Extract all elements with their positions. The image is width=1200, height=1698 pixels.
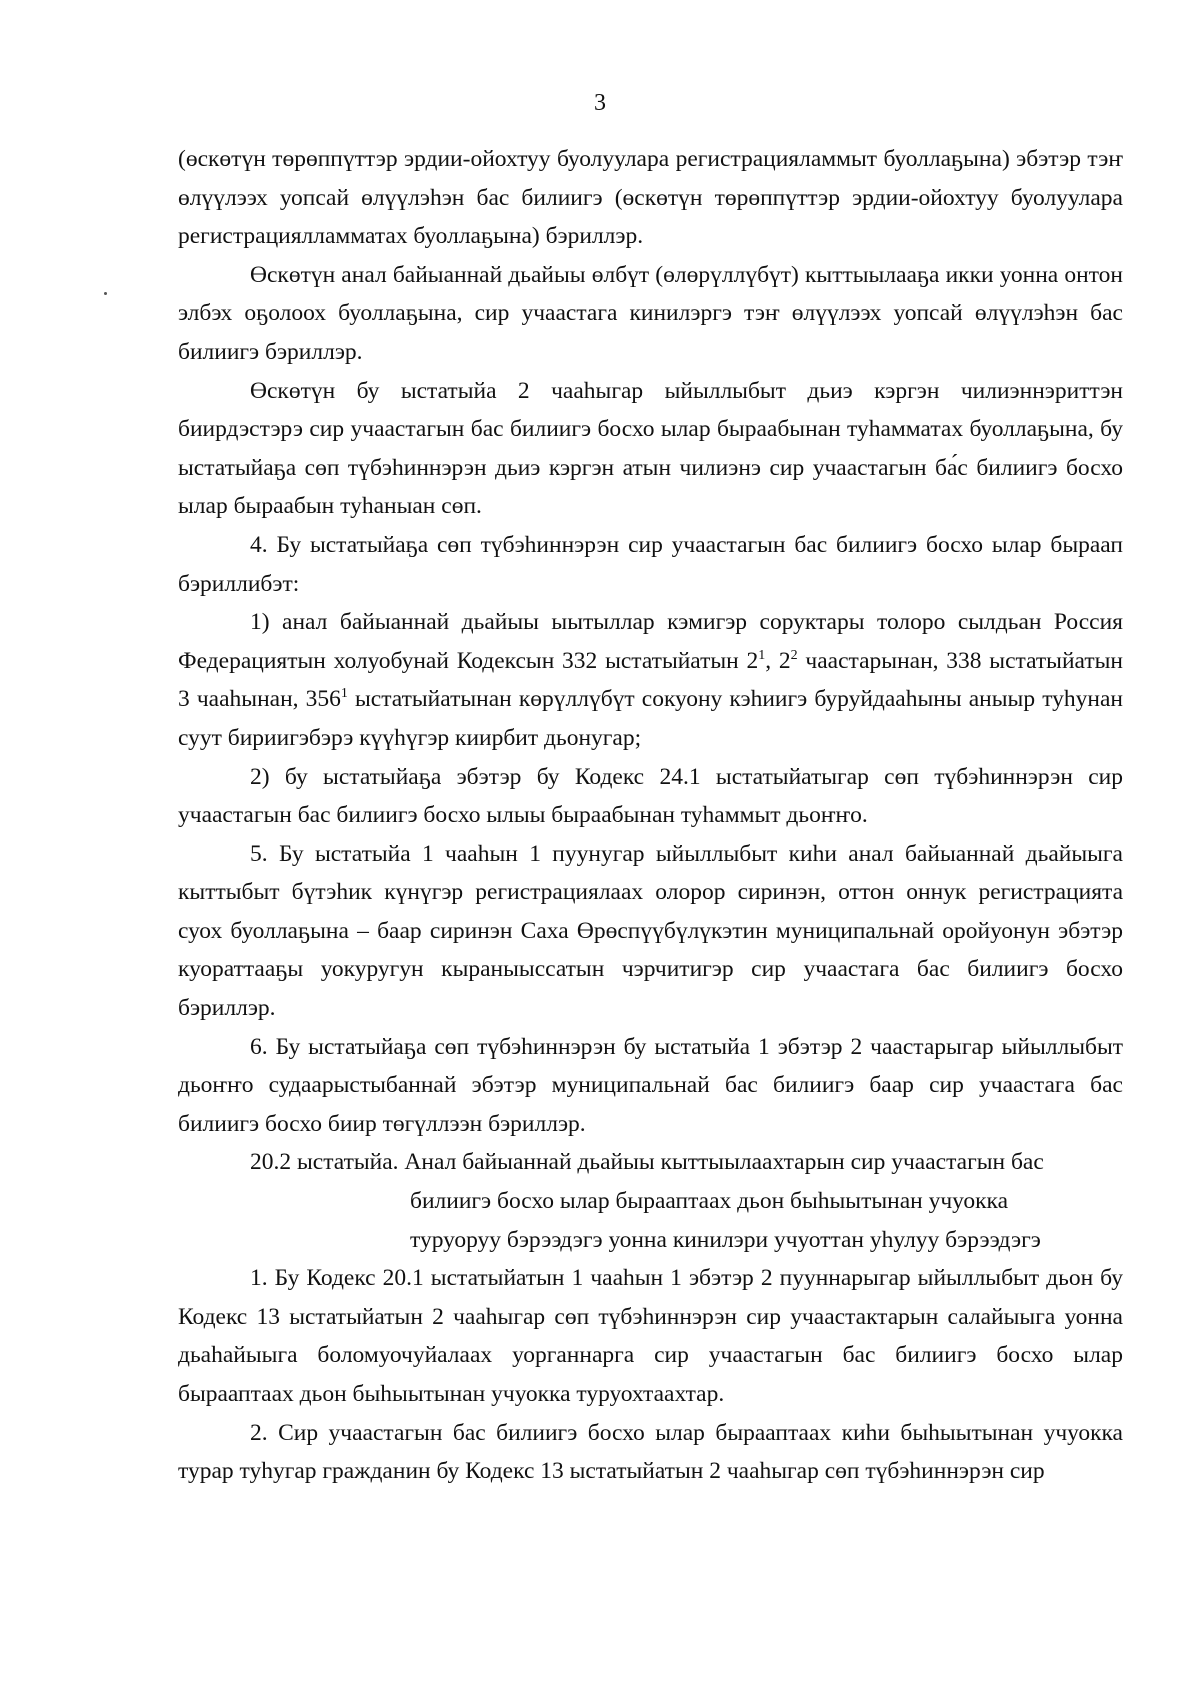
article-heading (178, 1143, 1123, 1259)
subitem-1-text: , 2 (765, 647, 791, 674)
article-heading-line: билиигэ босхо ылар бырааптаах дьон быһыытынан учуокка (410, 1188, 1008, 1215)
paragraph-subitem-2: 2) бу ыстатыйаҕа эбэтэр бу Кодекс 24.1 ыстатыйатыгар сөп түбэһиннэрэн сир учаастагын бас билиигэ босхо ылыы быраабынан туһаммыт дьоҥҥо. (178, 763, 1123, 829)
article-heading-line: 20.2 ыстатыйа. Анал байыаннай дьайыы кыттыылаахтарын сир учаастагын бас (250, 1149, 1044, 1176)
document-body (178, 140, 1123, 1491)
superscript: 2 (790, 647, 798, 663)
paragraph-continuation: (өскөтүн төрөппүттэр эрдии-ойохтуу буолуулара регистрацияламмыт буоллаҕына) эбэтэр тэҥ өлүүлээх уопсай өлүүлэһэн бас билиигэ (өскөтүн төрөппүттэр эрдии-ойохтуу буолуулара регистрациялламматах буоллаҕына) бэриллэр. (178, 146, 1123, 250)
paragraph-item-6: 6. Бу ыстатыйаҕа сөп түбэһиннэрэн бу ыстатыйа 1 эбэтэр 2 чаастарыгар ыйыллыбыт дьоҥҥо судаарыстыбаннай эбэтэр муниципальнай бас билиигэ баар сир учаастага бас билиигэ босхо биир төгүллээн бэриллэр. (178, 1033, 1123, 1137)
paragraph-item-5: 5. Бу ыстатыйа 1 чааһын 1 пуунугар ыйыллыбыт киһи анал байыаннай дьайыыга кыттыбыт бүтэһик күнүгэр регистрациялаах олорор сиринэн, оттон оннук регистрацията суох буоллаҕына – баар сиринэн Саха Өрөспүүбүлүкэтин муниципальнай оройуонун эбэтэр куораттааҕы уокуругун кыраныыссатын чэрчитигэр сир учаастага бас билиигэ босхо бэриллэр. (178, 840, 1123, 1022)
paragraph-item-2: 2. Сир учаастагын бас билиигэ босхо ылар бырааптаах киһи быһыытынан учуокка турар туһугар гражданин бу Кодекс 13 ыстатыйатын 2 чааһыгар сөп түбэһиннэрэн сир (178, 1419, 1123, 1485)
superscript: 1 (340, 686, 348, 702)
subitem-1-text: 1) анал байыаннай дьайыы ыытыллар кэмигэр соруктары толоро сылдьан Россия Федерациятын холуобунай Кодексын 332 ыстатыйатын 2 (178, 609, 1123, 674)
paragraph: Өскөтүн бу ыстатыйа 2 чааһыгар ыйыллыбыт дьиэ кэргэн чилиэннэриттэн биирдэстэрэ сир учаастагын бас билиигэ босхо ылар быраабынан туһамматах буоллаҕына, бу ыстатыйаҕа сөп түбэһиннэрэн дьиэ кэргэн атын чилиэнэ сир учаастагын ба́с билиигэ босхо ылар быраабын туһаныан сөп. (178, 377, 1123, 520)
paragraph-item-1: 1. Бу Кодекс 20.1 ыстатыйатын 1 чааһын 1 эбэтэр 2 пууннарыгар ыйыллыбыт дьон бу Кодекс 13 ыстатыйатын 2 чааһыгар сөп түбэһиннэрэн сир учаастактарын салайыыга уонна дьаһайыыга боломуочуйалаах уорганнарга сир учаастагын бас билиигэ босхо ылар бырааптаах дьон быһыытынан учуокка туруохтаахтар. (178, 1265, 1123, 1407)
subitem-1-text: ыстатыйатынан көрүллүбүт сокуону кэһиигэ буруйдааһыны аныыр туһунан суут бириигэбэрэ күүһүгэр киирбит дьонугар; (178, 686, 1123, 751)
page-number: 3 (594, 90, 606, 116)
article-heading-line: туруоруу бэрээдэгэ уонна кинилэри учуоттан уһулуу бэрээдэгэ (410, 1226, 1041, 1253)
paragraph-subitem-1 (178, 603, 1123, 757)
scan-speck (104, 292, 107, 295)
paragraph: Өскөтүн анал байыаннай дьайыы өлбүт (өлөрүллүбүт) кыттыылааҕа икки уонна онтон элбэх оҕолоох буоллаҕына, сир учаастага кинилэргэ тэҥ өлүүлээх уопсай өлүүлэһэн бас билиигэ бэриллэр. (178, 261, 1123, 365)
subitem-1-text: чаастарынан, 338 ыстатыйатын 3 чааһынан, 356 (178, 647, 1123, 713)
paragraph-item-4: 4. Бу ыстатыйаҕа сөп түбэһиннэрэн сир учаастагын бас билиигэ босхо ылар быраап бэриллибэт: (178, 531, 1123, 597)
superscript: 1 (758, 647, 766, 663)
